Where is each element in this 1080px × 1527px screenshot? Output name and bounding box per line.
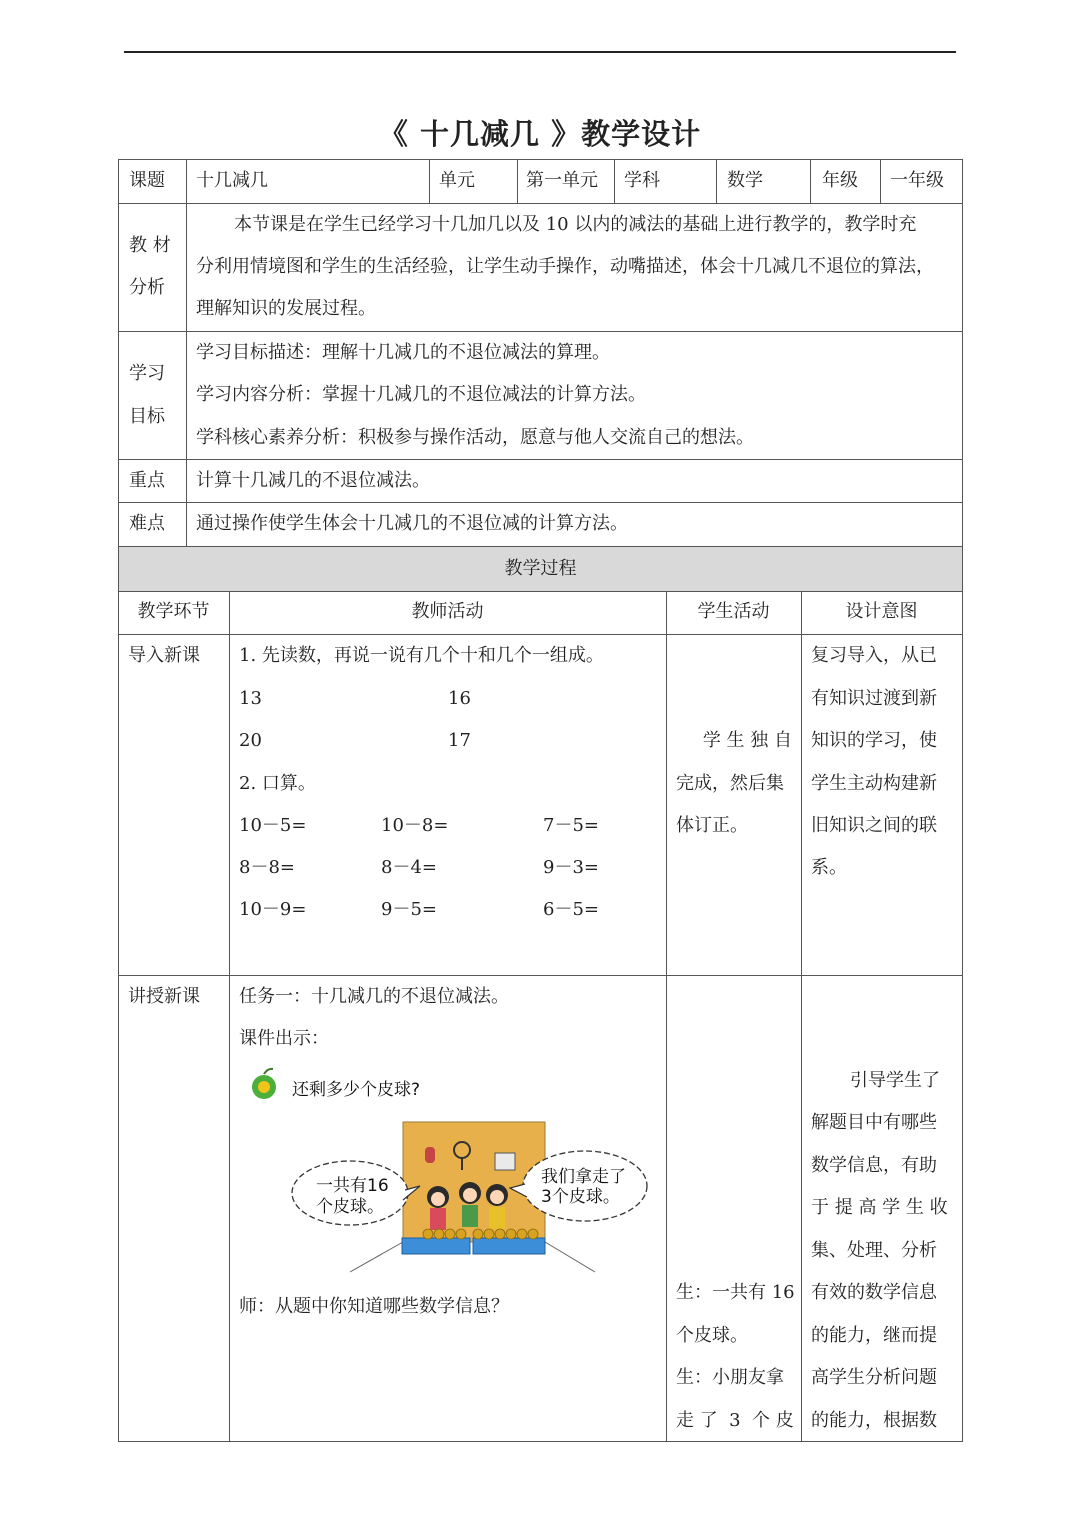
intro-student-2: 完成，然后集 <box>676 773 784 794</box>
new-intent-3: 数学信息，有助 <box>811 1155 937 1176</box>
intro-intent-1: 复习导入，从已 <box>811 645 937 666</box>
grade-value: 一年级 <box>890 170 944 191</box>
speech-bubble-left <box>292 1161 420 1225</box>
intro-intent-2: 有知识过渡到新 <box>811 688 937 709</box>
key-point-text: 计算十几减几的不退位减法。 <box>196 470 430 491</box>
intro-item-1: 1. 先读数，再说一说有几个十和几个一组成。 <box>239 645 604 666</box>
number-20: 20 <box>239 730 262 751</box>
svg-text:我们拿走了: 我们拿走了 <box>541 1167 626 1187</box>
new-student-1: 生：一共有 16 <box>676 1282 795 1303</box>
subject-value: 数学 <box>727 170 763 191</box>
number-17: 17 <box>448 730 471 751</box>
calc-item: 10－8= <box>381 815 449 836</box>
topic-value: 十几减几 <box>196 170 268 191</box>
calc-item: 6－5= <box>543 899 599 920</box>
analysis-label-2: 分析 <box>129 277 165 298</box>
new-intent-9: 的能力，根据数 <box>811 1410 937 1431</box>
calc-item: 9－3= <box>543 857 599 878</box>
new-intent-8: 高学生分析问题 <box>811 1367 937 1388</box>
goals-line-3: 学科核心素养分析：积极参与操作活动，愿意与他人交流自己的想法。 <box>196 427 754 448</box>
new-intent-5: 集、处理、分析 <box>811 1240 937 1261</box>
new-student-3: 生：小朋友拿 <box>676 1367 784 1388</box>
intro-intent-5: 旧知识之间的联 <box>811 815 937 836</box>
new-student-4: 走 了 3 个 皮 <box>676 1410 794 1431</box>
new-intent-1: 引导学生了 <box>850 1070 940 1091</box>
svg-text:3个皮球。: 3个皮球。 <box>541 1187 620 1207</box>
calc-item: 9－5= <box>381 899 437 920</box>
difficulty-text: 通过操作使学生体会十几减几的不退位减的计算方法。 <box>196 513 628 534</box>
goals-label-2: 目标 <box>129 406 165 427</box>
intro-intent-4: 学生主动构建新 <box>811 773 937 794</box>
column-header-intent: 设计意图 <box>845 601 918 622</box>
calc-item: 8－4= <box>381 857 437 878</box>
teacher-question: 师：从题中你知道哪些数学信息？ <box>239 1296 509 1317</box>
intro-intent-6: 系。 <box>811 857 847 878</box>
document-title: 《 十几减几 》教学设计 <box>378 117 702 151</box>
number-13: 13 <box>239 688 262 709</box>
calc-item: 10－5= <box>239 815 307 836</box>
ball-crate-left <box>402 1238 470 1254</box>
unit-value: 第一单元 <box>526 170 598 191</box>
stage-new-lesson: 讲授新课 <box>128 986 200 1007</box>
intro-student-1: 学 生 独 自 <box>702 730 792 751</box>
intro-student-3: 体订正。 <box>676 815 748 836</box>
calc-item: 7－5= <box>543 815 599 836</box>
intro-item-2: 2. 口算。 <box>239 773 316 794</box>
topic-label: 课题 <box>129 170 165 191</box>
courseware-illustration <box>240 1060 660 1285</box>
analysis-line-2: 分利用情境图和学生的生活经验，让学生动手操作，动嘴描述，体会十几减几不退位的算法， <box>196 256 934 277</box>
question-title: 还剩多少个皮球? <box>292 1080 421 1100</box>
ball-crate-right <box>473 1238 545 1254</box>
column-header-stage: 教学环节 <box>137 601 210 622</box>
calc-item: 8－8= <box>239 857 295 878</box>
stage-intro: 导入新课 <box>128 645 200 666</box>
unit-label: 单元 <box>439 170 475 191</box>
goals-label-1: 学习 <box>129 363 165 384</box>
apple-icon <box>252 1069 276 1099</box>
column-header-teacher: 教师活动 <box>411 601 484 622</box>
new-student-2: 个皮球。 <box>676 1325 748 1346</box>
goals-line-2: 学习内容分析：掌握十几减几的不退位减法的计算方法。 <box>196 384 646 405</box>
new-intent-6: 有效的数学信息 <box>811 1282 937 1303</box>
number-16: 16 <box>448 688 471 709</box>
column-header-student: 学生活动 <box>697 601 770 622</box>
new-intent-7: 的能力，继而提 <box>811 1325 937 1346</box>
analysis-line-3: 理解知识的发展过程。 <box>196 298 376 319</box>
difficulty-label: 难点 <box>129 513 165 534</box>
subject-label: 学科 <box>624 170 660 191</box>
analysis-label-1: 教 材 <box>129 235 171 256</box>
header-rule <box>124 51 956 53</box>
calc-item: 10－9= <box>239 899 307 920</box>
process-header: 教学过程 <box>504 558 577 579</box>
svg-text:个皮球。: 个皮球。 <box>316 1197 384 1217</box>
intro-intent-3: 知识的学习，使 <box>811 730 937 751</box>
analysis-line-1: 本节课是在学生已经学习十几加几以及 10 以内的减法的基础上进行教学的，教学时充 <box>234 214 917 235</box>
goals-line-1: 学习目标描述：理解十几减几的不退位减法的算理。 <box>196 342 610 363</box>
courseware-label: 课件出示： <box>239 1028 329 1049</box>
task-one: 任务一：十几减几的不退位减法。 <box>239 986 509 1007</box>
balls <box>423 1229 538 1239</box>
new-intent-4: 于 提 高 学 生 收 <box>811 1197 948 1218</box>
svg-text:一共有16: 一共有16 <box>316 1176 389 1196</box>
new-intent-2: 解题目中有哪些 <box>811 1112 937 1133</box>
key-point-label: 重点 <box>129 470 165 491</box>
grade-label: 年级 <box>822 170 858 191</box>
